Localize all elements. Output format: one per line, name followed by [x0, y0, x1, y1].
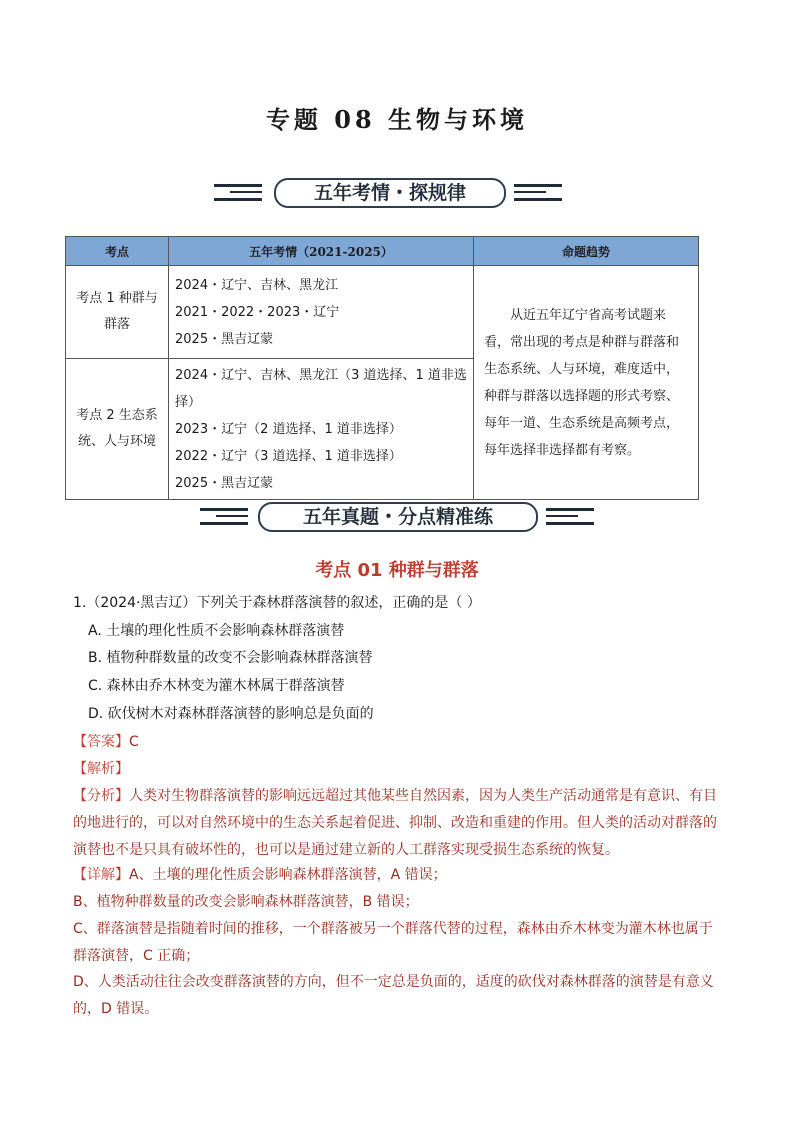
option-a: A. 土壤的理化性质不会影响森林群落演替	[88, 623, 345, 639]
banner-decor-line	[230, 191, 262, 193]
banner-label: 五年考情・探规律	[274, 178, 506, 208]
year-entry: 2025・黑吉辽蒙	[175, 475, 274, 491]
answer-value: C	[129, 734, 139, 750]
table-row	[66, 266, 699, 359]
topic-cell: 考点 2 生态系统、人与环境	[66, 359, 169, 500]
banner-decor-line	[546, 522, 594, 525]
banner-decor-line	[514, 198, 562, 201]
year-entry: 2024・辽宁、吉林、黑龙江	[175, 277, 339, 293]
detail-label: 【详解】	[73, 867, 129, 883]
banner-decor-line	[546, 515, 578, 517]
detail-d: D、人类活动往往会改变群落演替的方向，但不一定总是负面的，适度的砍伐对森林群落的演替是有意义的，D 错误。	[73, 974, 714, 1017]
table-header-row	[66, 237, 699, 266]
year-entry: 2025・黑吉辽蒙	[175, 331, 274, 347]
table-header: 命题趋势	[474, 237, 699, 266]
years-cell	[169, 359, 474, 500]
answer-label: 【答案】	[73, 734, 129, 750]
year-entry: 2022・辽宁（3 道选择、1 道非选择）	[175, 448, 402, 464]
banner-decor-line	[214, 184, 262, 187]
option-b: B. 植物种群数量的改变不会影响森林群落演替	[88, 650, 373, 666]
fenxi-text: 人类对生物群落演替的影响远远超过其他某些自然因素，因为人类生产活动通常是有意识、有目的地进行的，可以对自然环境中的生态关系起着促进、抑制、改造和重建的作用。但人类的活动对群落的演替也不是只具有破坏性的，也可以是通过建立新的人工群落实现受损生态系统的恢复。	[73, 788, 717, 858]
years-cell	[169, 266, 474, 359]
table-header: 五年考情（2021-2025）	[169, 237, 474, 266]
page-title: 专题 08 生物与环境	[265, 105, 529, 134]
topic-heading: 考点 01 种群与群落	[315, 560, 479, 581]
section-banner-practice	[0, 502, 794, 534]
detail-b: B、植物种群数量的改变会影响森林群落演替，B 错误；	[73, 894, 419, 910]
option-d: D. 砍伐树木对森林群落演替的影响总是负面的	[88, 706, 374, 722]
detail-a-text: A、土壤的理化性质会影响森林群落演替，A 错误；	[129, 867, 447, 883]
year-entry: 2023・辽宁（2 道选择、1 道非选择）	[175, 421, 402, 437]
answer-line	[73, 729, 725, 756]
detail-a	[73, 862, 725, 889]
banner-decor-line	[514, 184, 562, 187]
year-entry: 2021・2022・2023・辽宁	[175, 304, 340, 320]
banner-decor-line	[216, 515, 248, 517]
question-stem: 1.（2024·黑吉辽）下列关于森林群落演替的叙述，正确的是（ ）	[73, 595, 481, 611]
banner-decor-line	[214, 198, 262, 201]
detail-c: C、群落演替是指随着时间的推移，一个群落被另一个群落代替的过程，森林由乔木林变为灌木林也属于群落演替，C 正确；	[73, 921, 713, 964]
year-entry: 2024・辽宁、吉林、黑龙江（3 道选择、1 道非选择）	[175, 367, 467, 410]
banner-decor-line	[546, 508, 594, 511]
banner-decor-line	[200, 522, 248, 525]
analysis-label-text: 【解析】	[73, 761, 129, 777]
analysis-paragraph	[73, 783, 725, 864]
option-c: C. 森林由乔木林变为灌木林属于群落演替	[88, 678, 345, 694]
trend-cell: 从近五年辽宁省高考试题来看，常出现的考点是种群与群落和生态系统、人与环境，难度适中，种群与群落以选择题的形式考察、每年一道、生态系统是高频考点，每年选择非选择都有考察。	[474, 266, 699, 500]
fenxi-label: 【分析】	[73, 788, 129, 804]
exam-overview-table	[65, 236, 699, 500]
analysis-label	[73, 756, 725, 783]
banner-decor-line	[514, 191, 546, 193]
topic-cell: 考点 1 种群与群落	[66, 266, 169, 359]
banner-label: 五年真题・分点精准练	[258, 502, 538, 532]
section-banner-review	[0, 178, 794, 210]
table-header: 考点	[66, 237, 169, 266]
banner-decor-line	[200, 508, 248, 511]
